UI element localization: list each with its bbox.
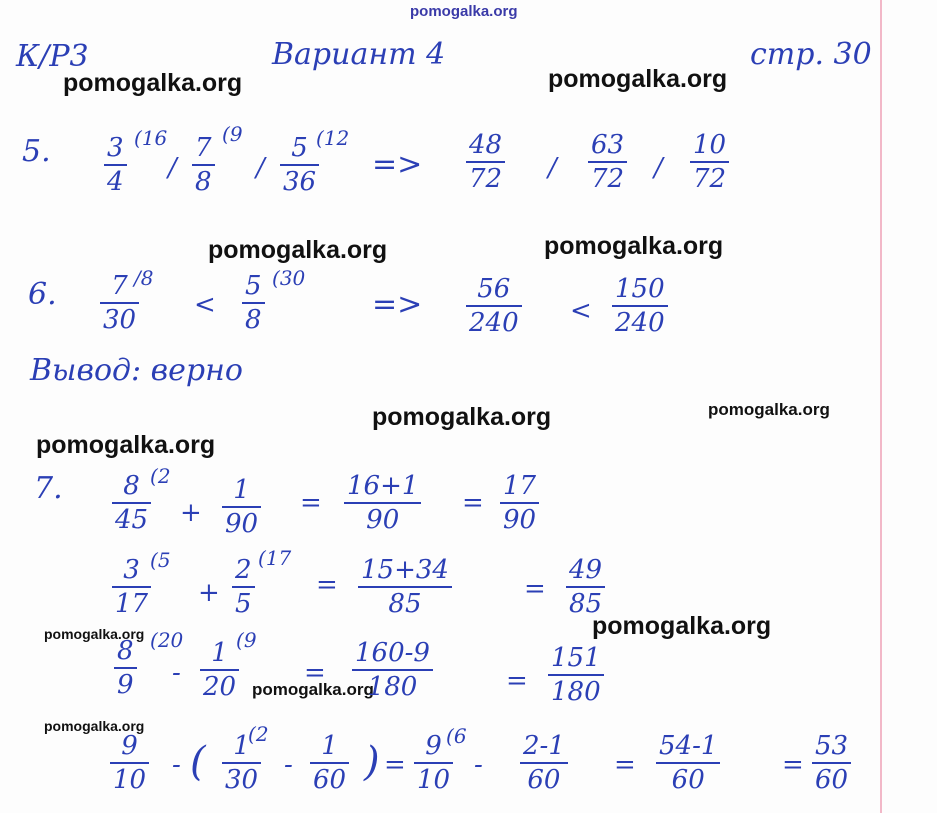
numerator: 8	[123, 471, 140, 501]
task6-left-factor: /8	[134, 266, 154, 290]
numerator: 160-9	[355, 638, 430, 668]
denominator: 36	[283, 167, 317, 197]
denominator: 90	[225, 509, 259, 539]
task7-l1-factor-a: (2	[150, 464, 171, 488]
right-paren: )	[364, 739, 380, 785]
denominator: 17	[115, 589, 149, 619]
task7-l3-fraction-a	[114, 638, 137, 698]
denominator: 4	[107, 167, 124, 197]
task5-number: 5.	[22, 134, 51, 169]
header-right: стр. 30	[750, 37, 872, 72]
denominator: 90	[366, 505, 400, 535]
task7-l2-fraction-d	[566, 557, 605, 617]
equals: =	[462, 488, 484, 518]
implies-arrow: =>	[372, 287, 423, 322]
denominator: 60	[527, 765, 561, 795]
task7-l2-fraction-c	[358, 557, 452, 617]
less-than: <	[194, 290, 216, 320]
denominator: 60	[815, 765, 849, 795]
denominator: 90	[503, 505, 537, 535]
equals: =	[524, 574, 546, 604]
task6-number: 6.	[28, 277, 57, 312]
watermark: pomogalka.org	[544, 232, 724, 260]
less-than: <	[570, 296, 592, 326]
task7-l4-fraction-f	[520, 733, 568, 793]
denominator: 8	[245, 305, 262, 335]
denominator: 240	[615, 308, 665, 338]
task7-l4-factor-e: (6	[446, 724, 467, 748]
task6-result-left	[466, 276, 522, 336]
numerator: 3	[123, 555, 140, 585]
numerator: 49	[569, 555, 603, 585]
numerator: 8	[117, 636, 134, 666]
implies-arrow: =>	[372, 147, 423, 182]
numerator: 7	[111, 271, 128, 301]
task7-l4-factor-b: (2	[248, 722, 269, 746]
denominator: 180	[367, 672, 418, 702]
task5-factor-1: (16	[134, 126, 168, 150]
task7-l4-fraction-a	[110, 733, 149, 793]
task7-l1-fraction-a	[112, 473, 151, 533]
denominator: 20	[203, 672, 237, 702]
task5-fraction-3	[280, 135, 319, 195]
task5-fraction-2	[192, 135, 215, 195]
separator: /	[654, 153, 663, 183]
numerator: 2-1	[523, 731, 565, 761]
task5-factor-3: (12	[316, 126, 350, 150]
task7-l2-fraction-b	[232, 557, 255, 617]
denominator: 180	[551, 677, 601, 707]
denominator: 60	[313, 765, 347, 795]
task5-factor-2: (9	[222, 122, 243, 146]
task7-l2-factor-b: (17	[258, 546, 292, 570]
watermark: pomogalka.org	[36, 431, 216, 459]
denominator: 30	[103, 305, 137, 335]
denominator: 240	[469, 308, 519, 338]
equals: =	[300, 488, 322, 518]
denominator: 72	[469, 164, 503, 194]
numerator: 9	[121, 731, 138, 761]
numerator: 2	[235, 555, 252, 585]
separator: /	[256, 153, 265, 183]
numerator: 1	[233, 475, 250, 505]
task6-result-right	[612, 276, 668, 336]
task7-l3-factor-a: (20	[150, 628, 184, 652]
minus: -	[284, 750, 293, 780]
task5-result-3	[690, 132, 729, 192]
task6-conclusion: Вывод: верно	[30, 353, 243, 388]
task7-l4-fraction-g	[656, 733, 720, 793]
equals: =	[782, 750, 804, 780]
watermark: pomogalka.org	[708, 400, 830, 419]
equals: =	[614, 750, 636, 780]
denominator: 10	[113, 765, 147, 795]
equals: =	[304, 658, 326, 688]
equals: =	[384, 750, 406, 780]
task7-l2-factor-a: (5	[150, 548, 171, 572]
task6-right-factor: (30	[272, 266, 306, 290]
task5-fraction-1	[104, 135, 127, 195]
denominator: 10	[417, 765, 451, 795]
numerator: 3	[107, 133, 124, 163]
equals: =	[506, 666, 528, 696]
task7-l3-fraction-d	[548, 645, 604, 705]
watermark: pomogalka.org	[592, 612, 772, 640]
task7-number: 7.	[34, 471, 63, 506]
denominator: 30	[225, 765, 259, 795]
task7-l1-fraction-d	[500, 473, 539, 533]
denominator: 85	[388, 589, 422, 619]
minus: -	[172, 750, 181, 780]
task5-result-2	[588, 132, 627, 192]
denominator: 5	[235, 589, 252, 619]
numerator: 1	[211, 638, 228, 668]
numerator: 15+34	[361, 555, 449, 585]
top-watermark: pomogalka.org	[410, 3, 518, 20]
numerator: 7	[195, 133, 212, 163]
denominator: 60	[671, 765, 705, 795]
numerator: 151	[551, 643, 601, 673]
task7-l2-fraction-a	[112, 557, 151, 617]
denominator: 72	[591, 164, 625, 194]
numerator: 1	[321, 731, 338, 761]
separator: /	[548, 153, 557, 183]
numerator: 10	[693, 130, 727, 160]
equals: =	[316, 570, 338, 600]
minus: -	[474, 750, 483, 780]
numerator: 48	[469, 130, 503, 160]
task7-l4-fraction-h	[812, 733, 851, 793]
numerator: 63	[591, 130, 625, 160]
task6-right-fraction	[242, 273, 265, 333]
header-left: К/Р3	[16, 39, 89, 74]
margin-line	[880, 0, 882, 813]
task7-l3-factor-b: (9	[236, 628, 257, 652]
plus: +	[180, 498, 202, 528]
denominator: 45	[115, 505, 149, 535]
task7-l1-fraction-b	[222, 477, 261, 537]
numerator: 56	[477, 274, 511, 304]
task7-l4-fraction-c	[310, 733, 349, 793]
numerator: 1	[233, 731, 250, 761]
numerator: 5	[291, 133, 308, 163]
denominator: 8	[195, 167, 212, 197]
task7-l3-fraction-b	[200, 640, 239, 700]
numerator: 16+1	[347, 471, 419, 501]
watermark: pomogalka.org	[208, 236, 388, 264]
denominator: 85	[569, 589, 603, 619]
denominator: 72	[693, 164, 727, 194]
task5-result-1	[466, 132, 505, 192]
minus: -	[172, 658, 181, 688]
numerator: 17	[503, 471, 537, 501]
watermark: pomogalka.org	[372, 403, 552, 431]
watermark: pomogalka.org	[44, 718, 145, 734]
numerator: 150	[615, 274, 665, 304]
header-center: Вариант 4	[272, 37, 446, 72]
task7-l3-fraction-c	[352, 640, 433, 700]
numerator: 53	[815, 731, 849, 761]
watermark: pomogalka.org	[252, 680, 374, 699]
numerator: 5	[245, 271, 262, 301]
denominator: 9	[117, 670, 134, 700]
numerator: 9	[425, 731, 442, 761]
separator: /	[168, 153, 177, 183]
plus: +	[198, 578, 220, 608]
task7-l1-fraction-c	[344, 473, 421, 533]
numerator: 54-1	[659, 731, 718, 761]
left-paren: (	[190, 739, 206, 785]
watermark: pomogalka.org	[44, 626, 145, 642]
watermark: pomogalka.org	[548, 65, 728, 93]
watermark: pomogalka.org	[63, 69, 243, 97]
